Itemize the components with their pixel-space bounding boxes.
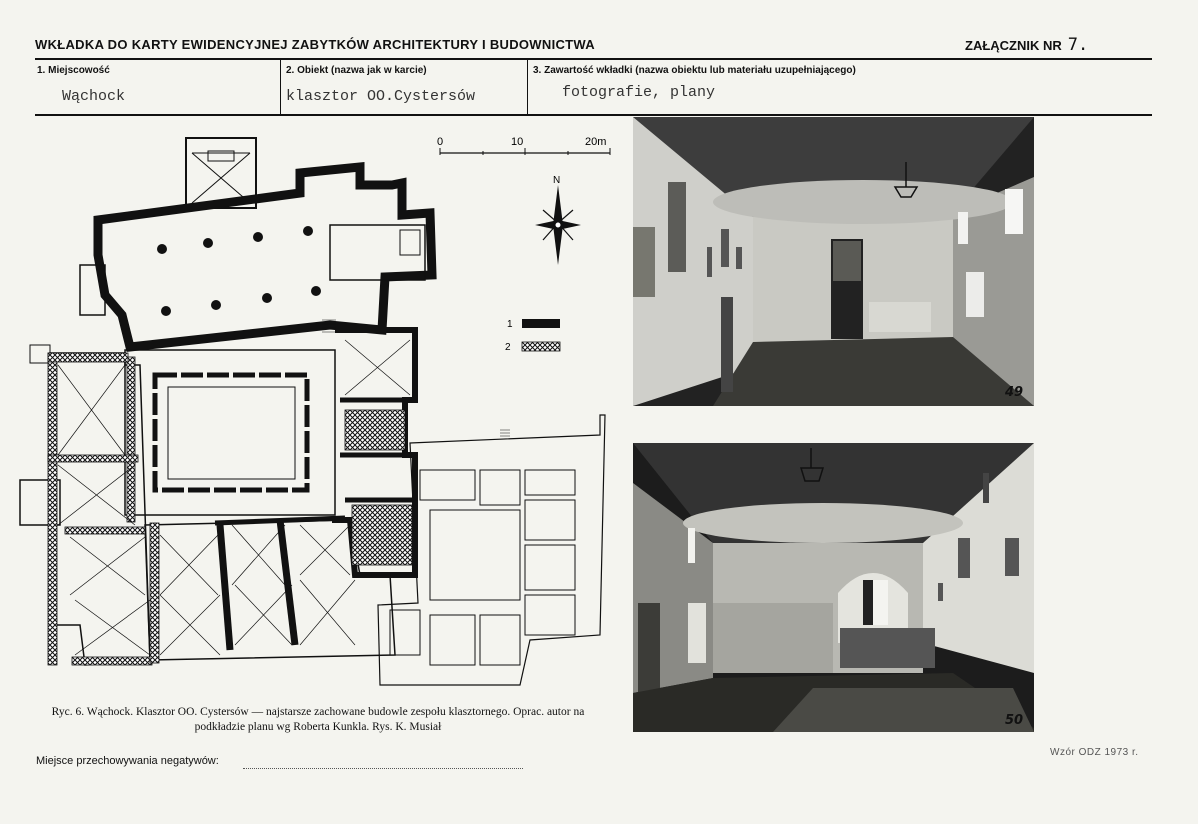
- negatives-storage-line: [243, 768, 523, 769]
- legend-key-1: 1: [507, 319, 513, 330]
- field-divider-2: [527, 60, 528, 114]
- scale-label-0: 0: [437, 136, 444, 148]
- annex-label: [965, 35, 1088, 55]
- legend-swatch-hatched: [522, 342, 560, 351]
- field-label-locality: 1. Miejscowość: [37, 65, 110, 76]
- field-value-object: klasztor OO.Cystersów: [286, 88, 476, 105]
- field-value-locality: Wąchock: [62, 88, 126, 105]
- floor-plan-drawing: [10, 125, 630, 700]
- annex-label-text: ZAŁĄCZNIK NR: [965, 38, 1062, 53]
- north-label: N: [553, 175, 561, 186]
- negatives-storage-label: Miejsce przechowywania negatywów:: [36, 755, 219, 767]
- field-value-contents: fotografie, plany: [562, 84, 716, 101]
- plan-caption: [8, 705, 628, 735]
- field-divider-1: [280, 60, 281, 114]
- plan-caption-line-1: Ryc. 6. Wąchock. Klasztor OO. Cystersów — najstarsze zachowane budowle zespołu klasztornego. Oprac. autor na: [51, 706, 585, 718]
- photo-number-49: 49: [1005, 385, 1024, 400]
- legend-swatch-solid: [522, 319, 560, 328]
- legend-key-2: 2: [505, 342, 511, 353]
- header-top-rule: [35, 58, 1152, 60]
- photo-number-50: 50: [1005, 713, 1024, 728]
- annex-number: 7.: [1067, 35, 1089, 55]
- form-code: Wzór ODZ 1973 r.: [1050, 747, 1139, 758]
- field-label-contents: 3. Zawartość wkładki (nazwa obiektu lub materiału uzupełniającego): [533, 65, 856, 76]
- north-arrow-icon: [535, 185, 581, 265]
- field-label-object: 2. Obiekt (nazwa jak w karcie): [286, 65, 427, 76]
- photo-interior-50: [633, 443, 1034, 732]
- photo-interior-49: [633, 117, 1034, 406]
- plan-caption-line-2: podkładzie planu wg Roberta Kunkla. Rys. K. Musiał: [194, 721, 442, 733]
- scale-label-20m: 20m: [585, 136, 607, 148]
- scale-label-10: 10: [511, 136, 524, 148]
- header-bottom-rule: [35, 114, 1152, 116]
- form-title: WKŁADKA DO KARTY EWIDENCYJNEJ ZABYTKÓW ARCHITEKTURY I BUDOWNICTWA: [35, 37, 595, 52]
